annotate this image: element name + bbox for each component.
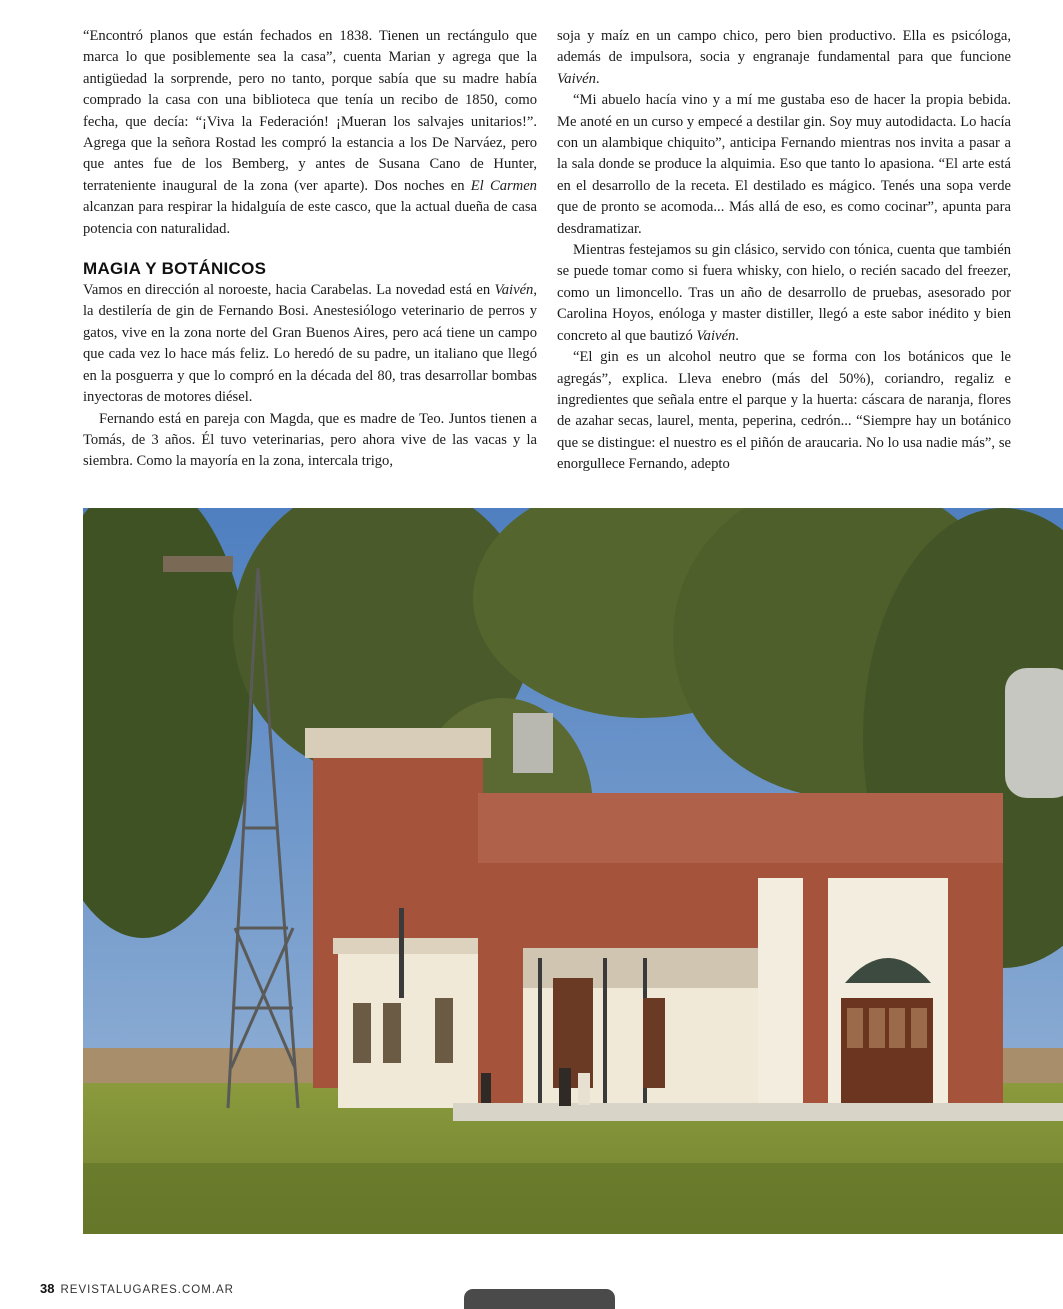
side-pull-tab [1005,668,1063,798]
paragraph-magda: soja y maíz en un campo chico, pero bien productivo. Ella es psicóloga, además de impulsora, socia y engranaje fundamental para que funcione Vaivén. [557,28,1011,87]
bottom-pull-tab[interactable] [464,1289,615,1309]
paragraph-gin-tasting: Mientras festejamos su gin clásico, servido con tónica, cuenta que también se puede tomar como si fuera whisky, con hielo, o recién sacado del freezer, como un limoncello. Tras un año de desarrollo de pruebas, asesorado por Carolina Hoyos, enóloga y master distiller, llegó a este sabor inédito y bien concreto al que bautizó Vaivén. [557,242,1011,344]
brick-block-upper [478,793,1003,863]
estancia-photo [83,508,1063,1234]
section-heading: MAGIA Y BOTÁNICOS [83,259,267,279]
page-footer [40,1281,234,1296]
page-number: 38 [40,1281,55,1296]
estancia-illustration [83,508,1063,1234]
paragraph-el-carmen: “Encontró planos que están fechados en 1838. Tienen un rectángulo que marca lo que posiblemente sea la casa”, cuenta Marian y agrega que la antigüedad la sorprende, pero no tanto, porque sabía que su madre había comprado la casa con una biblioteca que tenía un recibo de 1850, como fecha, que decía: “¡Viva la Federación! ¡Mueran los salvajes unitarios!”. Agrega que la señora Rostad les compró la estancia a los De Narváez, pero que antes fue de los Bemberg, y antes de Susana Cano de Hunter, terrateniente inaugural de la zona (ver aparte). Dos noches en El Carmen alcanzan para respirar la hidalguía de este casco, que la actual dueña de casa potencia con naturalidad. [83,28,537,237]
paragraph-grandfather-wine: “Mi abuelo hacía vino y a mí me gustaba eso de hacer la propia bebida. Me anoté en un curso y empecé a destilar gin. Soy muy autodidacta. Lo hacía con un alambique chiquito”, anticipa Fernando mientras nos invita a pasar a la sala donde se produce la alquimia. Eso que tanto lo apasiona. “El arte está en el desarrollo de la receta. El destilado es mágico. Tenés una sopa verde que de pronto se acomoda... Más allá de eso, es como cocinar”, apunta para desdramatizar. [557,92,1011,237]
site-url: REVISTALUGARES.COM.AR [60,1284,234,1296]
paragraph-botanicals: “El gin es un alcohol neutro que se forma con los botánicos que le agregás”, explica. Lleva enebro (más del 50%), coriandro, regaliz e ingredientes que señala entre el parque y la huerta: cáscara de naranja, flores de azahar secas, laurel, menta, peperina, cedrón... “Siempre hay un botánico que se distingue: el nuestro es el piñón de araucaria. No lo usa nadie más”, se enorgullece Fernando, adepto [557,349,1011,473]
article-column-left [83,26,537,473]
lawn-shadow [83,1163,1063,1234]
facade-pilaster [758,878,803,1113]
porch-door-2 [643,998,665,1088]
terrace [453,1103,1063,1121]
tower-cornice [305,728,491,758]
water-tank [513,713,553,773]
article-column-right [557,26,1011,476]
chimney-pipe [399,908,404,998]
paragraph-vaiven-intro: Vamos en dirección al noroeste, hacia Carabelas. La novedad está en Vaivén, la destilería de gin de Fernando Bosi. Anestesiólogo veterinario de perros y gatos, vive en la zona norte del Gran Buenos Aires, pero acá tiene un campo que cada vez lo hace más feliz. Lo heredó de su padre, un italiano que llegó en la posguerra y que lo compró en la década del 80, tras desarrollar bombas inyectoras de motores diésel. [83,282,537,406]
paragraph-fernando-family: Fernando está en pareja con Magda, que es madre de Teo. Juntos tienen a Tomás, de 3 años. Él tuvo veterinarias, pero ahora vive de las vacas y la siembra. Como la mayoría en la zona, intercala trigo, [83,410,537,470]
